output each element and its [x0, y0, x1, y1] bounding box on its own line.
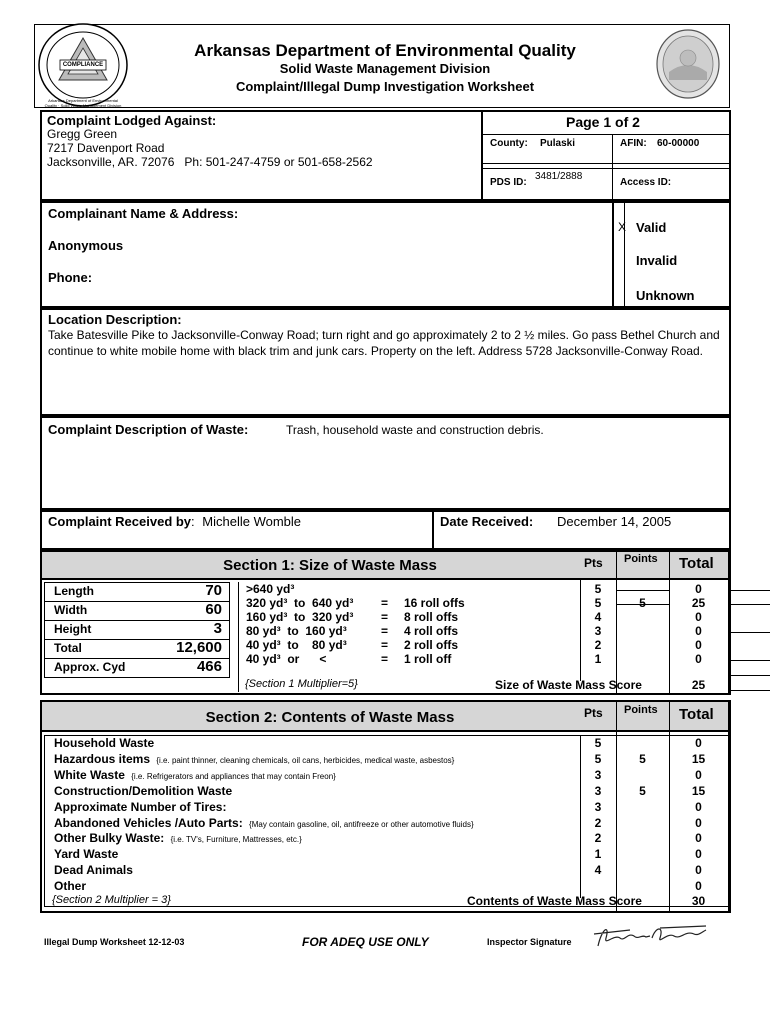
- waste-type-label: [54, 831, 302, 845]
- total-value: 0: [695, 767, 702, 782]
- pts-value: 5: [594, 736, 602, 750]
- agency-title: Arkansas Department of Environmental Quality: [194, 41, 576, 60]
- section2-col-points: Points: [624, 704, 658, 716]
- dimension-value: 70: [205, 582, 222, 599]
- complainant-phone-label: Phone:: [48, 270, 93, 285]
- total-value: 0: [695, 582, 702, 596]
- pts-value: 5: [594, 751, 602, 766]
- table-row: [0, 582, 770, 596]
- waste-type-note: {i.e. paint thinner, cleaning chemicals, oil cans, herbicides, medical waste, asbestos}: [156, 755, 455, 765]
- waste-type-label: [54, 816, 474, 830]
- table-row: [0, 752, 770, 766]
- dimension-label: Total: [54, 641, 82, 655]
- waste-type-label: [54, 847, 121, 861]
- total-value: 0: [695, 624, 702, 638]
- waste-type-label: [54, 863, 136, 877]
- received-by-label: Complaint Received by: [48, 514, 192, 529]
- pts-value: 3: [594, 624, 602, 638]
- dimension-value: 12,600: [176, 639, 222, 656]
- waste-description-label: Complaint Description of Waste:: [48, 422, 249, 437]
- table-row: [0, 736, 770, 750]
- pts-value: 2: [594, 831, 602, 846]
- section2-col-total: Total: [679, 706, 714, 723]
- dimension-label: Length: [54, 584, 94, 598]
- date-received-label: Date Received:: [440, 514, 534, 529]
- size-equals: =: [381, 652, 389, 666]
- total-value: 0: [695, 638, 702, 652]
- waste-type-name: Other: [54, 879, 87, 894]
- lodged-label: Complaint Lodged Against:: [47, 113, 217, 128]
- waste-type-label: [54, 736, 157, 750]
- table-row: [0, 800, 770, 814]
- waste-type-note: {May contain gasoline, oil, antifreeze or other automotive fluids}: [249, 819, 474, 829]
- roll-offs: 4 roll offs: [404, 624, 459, 638]
- roll-offs: 1 roll off: [404, 652, 452, 666]
- valid-checkbox-mark[interactable]: X: [618, 220, 627, 234]
- size-range: 80 yd³ to 160 yd³: [246, 624, 347, 638]
- total-value: 25: [691, 596, 706, 610]
- waste-type-name: White Waste: [54, 767, 125, 782]
- total-value: 0: [695, 652, 702, 666]
- pts-value: 4: [594, 863, 602, 878]
- seal-compliance-text: COMPLIANCE: [62, 62, 104, 68]
- pts-value: 2: [594, 638, 602, 652]
- complainant-label: Complainant Name & Address:: [48, 206, 239, 221]
- section2-score-label: Contents of Waste Mass Score: [467, 894, 642, 908]
- adeq-use-only: FOR ADEQ USE ONLY: [302, 935, 429, 949]
- table-row: [0, 816, 770, 830]
- pts-value: 3: [594, 767, 602, 782]
- table-row: [0, 879, 770, 893]
- waste-type-name: Hazardous items: [54, 751, 151, 766]
- total-value: 15: [691, 751, 706, 766]
- pts-value: 3: [594, 783, 602, 798]
- received-by-line: [48, 514, 301, 529]
- section2-score: 30: [691, 894, 706, 908]
- status-unknown: Unknown: [636, 288, 695, 303]
- total-value: 15: [691, 783, 706, 798]
- lodged-address1: 7217 Davenport Road: [47, 141, 165, 155]
- section2-title: Section 2: Contents of Waste Mass: [205, 709, 455, 726]
- total-value: 0: [695, 847, 702, 862]
- total-value: 0: [695, 610, 702, 624]
- waste-type-name: Other Bulky Waste:: [54, 831, 165, 846]
- size-range: 160 yd³ to 320 yd³: [246, 610, 354, 624]
- page-number: Page 1 of 2: [566, 114, 640, 130]
- waste-type-name: Abandoned Vehicles /Auto Parts:: [54, 815, 243, 830]
- dimension-value: 466: [196, 658, 222, 675]
- pts-value: 3: [594, 799, 602, 814]
- roll-offs: 2 roll offs: [404, 638, 459, 652]
- afin-label: AFIN:: [620, 138, 647, 149]
- section1-title: Section 1: Size of Waste Mass: [223, 557, 437, 574]
- total-value: 0: [695, 879, 702, 894]
- location-text: Take Batesville Pike to Jacksonville-Conway Road; turn right and go approximately 2 to 2 ½ miles. Go pass Bethel Church and continue to white mobile home with black trim and junk cars. Property on the left. Address 5728 Jacksonville-Conway Road.: [48, 328, 720, 358]
- table-row: [0, 624, 770, 638]
- roll-offs: 16 roll offs: [404, 596, 465, 610]
- table-row: [0, 652, 770, 666]
- total-value: 0: [695, 799, 702, 814]
- size-equals: =: [381, 638, 389, 652]
- dimension-label: Approx. Cyd: [54, 660, 126, 674]
- waste-type-name: Household Waste: [54, 736, 155, 750]
- size-range: >640 yd³: [246, 582, 295, 596]
- table-row: [0, 831, 770, 845]
- waste-description-text: Trash, household waste and construction debris.: [286, 423, 544, 437]
- table-row: [0, 863, 770, 877]
- waste-type-label: [54, 768, 336, 782]
- table-row: [0, 610, 770, 624]
- complainant-name: Anonymous: [48, 238, 124, 253]
- adeq-compliance-seal-icon: [36, 22, 130, 108]
- status-invalid: Invalid: [636, 253, 678, 268]
- total-value: 0: [695, 863, 702, 878]
- total-value: 0: [695, 815, 702, 830]
- pts-value: 1: [594, 847, 602, 862]
- division-title: Solid Waste Management Division: [279, 61, 491, 76]
- received-by-name: Michelle Womble: [202, 514, 302, 529]
- location-label: Location Description:: [48, 312, 182, 327]
- table-row: [0, 784, 770, 798]
- dimension-label: Height: [54, 622, 92, 636]
- waste-type-note: {i.e. Refrigerators and appliances that may contain Freon}: [131, 771, 336, 781]
- size-range: 40 yd³ or <: [246, 652, 327, 666]
- section2-multiplier: {Section 2 Multiplier = 3}: [52, 894, 171, 906]
- total-value: 0: [695, 736, 702, 750]
- table-row: [0, 638, 770, 652]
- county-label: County:: [490, 138, 528, 149]
- waste-type-name: Approximate Number of Tires:: [54, 799, 227, 814]
- inspector-signature-icon: [590, 920, 710, 952]
- points-value[interactable]: 5: [639, 783, 646, 798]
- date-received-value: December 14, 2005: [557, 514, 672, 529]
- section1-col-total: Total: [679, 555, 714, 572]
- waste-type-label: [54, 784, 235, 798]
- pts-value: 5: [594, 596, 602, 610]
- waste-type-label: [54, 752, 454, 766]
- roll-offs: 8 roll offs: [404, 610, 459, 624]
- lodged-address2: Jacksonville, AR. 72076 Ph: 501-247-4759 or 501-658-2562: [47, 155, 373, 169]
- seal-ring-text: Arkansas Department of Environmental Quality · Solid Waste Management Division: [44, 98, 122, 108]
- afin-value: 60-00000: [657, 138, 700, 149]
- section1-multiplier: {Section 1 Multiplier=5}: [245, 678, 358, 690]
- county-value: Pulaski: [540, 138, 576, 149]
- section2-col-pts: Pts: [584, 706, 603, 720]
- form-id: Illegal Dump Worksheet 12-12-03: [44, 937, 185, 947]
- lodged-name: Gregg Green: [47, 127, 118, 141]
- size-range: 40 yd³ to 80 yd³: [246, 638, 347, 652]
- dimension-value: 3: [213, 620, 222, 637]
- waste-type-name: Dead Animals: [54, 863, 133, 878]
- size-equals: =: [381, 610, 389, 624]
- points-value[interactable]: 5: [639, 596, 646, 610]
- access-label: Access ID:: [620, 177, 672, 188]
- table-row: [0, 596, 770, 610]
- pts-value: 4: [594, 610, 602, 624]
- state-seal-icon: [655, 28, 721, 100]
- dimension-label: Width: [54, 603, 88, 617]
- received-by-colon: :: [191, 514, 195, 529]
- pds-value: 3481/2888: [535, 171, 583, 182]
- status-valid: Valid: [636, 220, 667, 235]
- waste-type-name: Construction/Demolition Waste: [54, 783, 233, 798]
- inspector-signature-label: Inspector Signature: [487, 937, 572, 947]
- points-value[interactable]: 5: [639, 751, 646, 766]
- size-equals: =: [381, 596, 389, 610]
- waste-type-label: [54, 879, 89, 893]
- table-row: [0, 847, 770, 861]
- pts-value: 1: [594, 652, 602, 666]
- waste-type-label: [54, 800, 229, 814]
- dimension-value: 60: [205, 601, 222, 618]
- section1-score-label: Size of Waste Mass Score: [495, 678, 642, 692]
- size-equals: =: [381, 624, 389, 638]
- pts-value: 2: [594, 815, 602, 830]
- waste-type-name: Yard Waste: [54, 847, 119, 862]
- worksheet-title: Complaint/Illegal Dump Investigation Worksheet: [235, 79, 535, 94]
- total-value: 0: [695, 831, 702, 846]
- waste-type-note: {i.e. TV's, Furniture, Mattresses, etc.}: [170, 835, 302, 845]
- table-row: [0, 768, 770, 782]
- pds-label: PDS ID:: [490, 177, 527, 188]
- section1-col-points: Points: [624, 553, 658, 565]
- pts-value: 5: [594, 582, 602, 596]
- section1-score: 25: [691, 678, 706, 692]
- size-range: 320 yd³ to 640 yd³: [246, 596, 354, 610]
- section1-col-pts: Pts: [584, 556, 603, 570]
